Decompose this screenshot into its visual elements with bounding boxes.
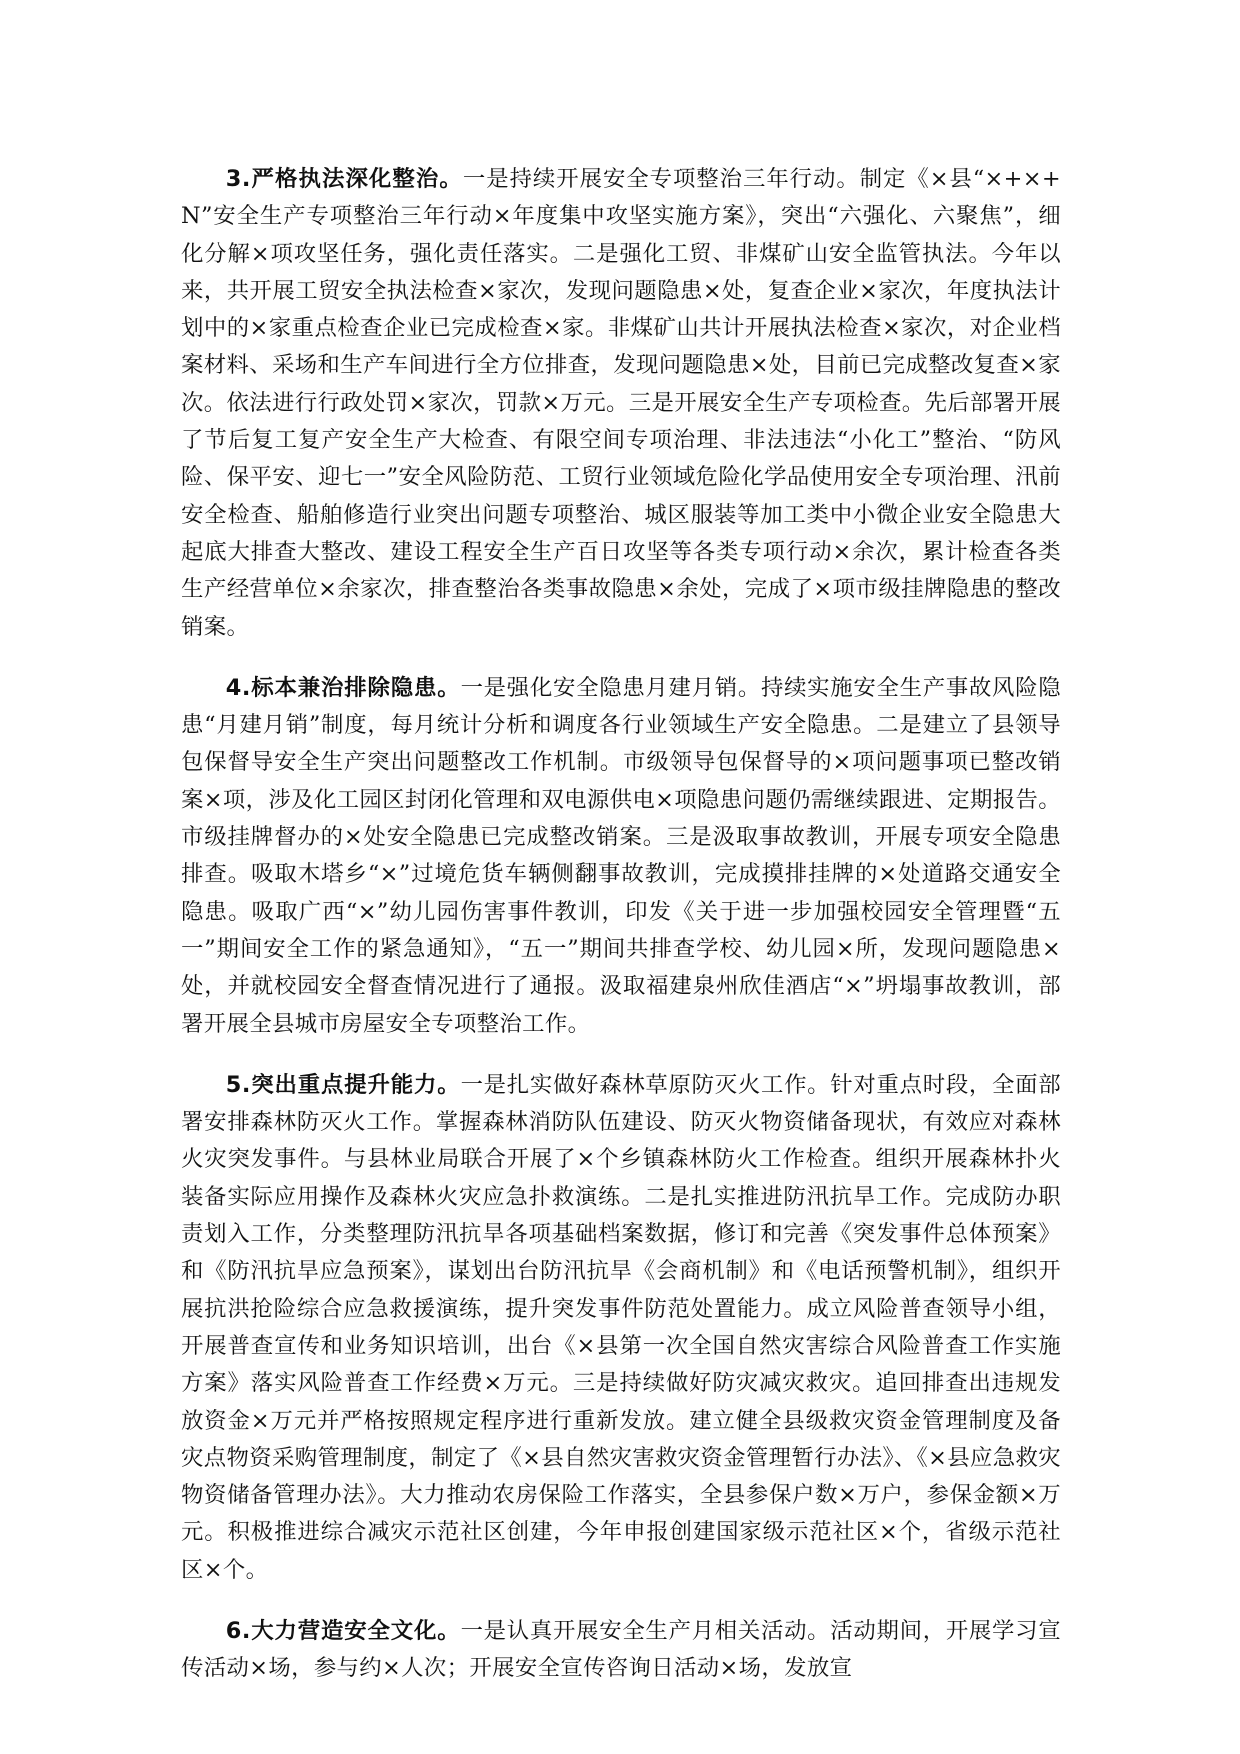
paragraph-3-heading: 3.严格执法深化整治。	[225, 166, 463, 192]
paragraph-3-body: 一是持续开展安全专项整治三年行动。制定《×县“×+×+N”安全生产专项整治三年行动×年度集中攻坚实施方案》，突出“六强化、六聚焦”，细化分解×项攻坚任务，强化责任落实。二是强化工贸、非煤矿山安全监管执法。今年以来，共开展工贸安全执法检查×家次，发现问题隐患×处，复查企业×家次，年度执法计划中的×家重点检查企业已完成检查×家。非煤矿山共计开展执法检查×家次，对企业档案材料、采场和生产车间进行全方位排查，发现问题隐患×处，目前已完成整改复查×家次。依法进行行政处罚×家次，罚款×万元。三是开展安全生产专项检查。先后部署开展了节后复工复产安全生产大检查、有限空间专项治理、非法违法“小化工”整治、“防风险、保平安、迎七一”安全风险防范、工贸行业领域危险化学品使用安全专项治理、汛前安全检查、船舶修造行业突出问题专项整治、城区服装等加工类中小微企业安全隐患大起底大排查大整改、建设工程安全生产百日攻坚等各类专项行动×余次，累计检查各类生产经营单位×余家次，排查整治各类事故隐患×余处，完成了×项市级挂牌隐患的整改销案。	[181, 166, 1062, 640]
paragraph-4	[181, 670, 1061, 1043]
paragraph-4-heading: 4.标本兼治排除隐患。	[225, 674, 461, 701]
paragraph-5-body: 一是扎实做好森林草原防灭火工作。针对重点时段，全面部署安排森林防灭火工作。掌握森林消防队伍建设、防灭火物资储备现状，有效应对森林火灾突发事件。与县林业局联合开展了×个乡镇森林防火工作检查。组织开展森林扑火装备实际应用操作及森林火灾应急扑救演练。二是扎实推进防汛抗旱工作。完成防办职责划入工作，分类整理防汛抗旱各项基础档案数据，修订和完善《突发事件总体预案》和《防汛抗旱应急预案》，谋划出台防汛抗旱《会商机制》和《电话预警机制》，组织开展抗洪抢险综合应急救援演练，提升突发事件防范处置能力。成立风险普查领导小组，开展普查宣传和业务知识培训，出台《×县第一次全国自然灾害综合风险普查工作实施方案》落实风险普查工作经费×万元。三是持续做好防灾减灾救灾。追回排查出违规发放资金×万元并严格按照规定程序进行重新发放。建立健全县级救灾资金管理制度及备灾点物资采购管理制度，制定了《×县自然灾害救灾资金管理暂行办法》、《×县应急救灾物资储备管理办法》。大力推动农房保险工作落实，全县参保户数×万户，参保金额×万元。积极推进综合减灾示范社区创建，今年申报创建国家级示范社区×个，省级示范社区×个。	[181, 1071, 1061, 1583]
paragraph-5	[181, 1067, 1061, 1589]
paragraph-5-heading: 5.突出重点提升能力。	[225, 1071, 461, 1098]
document-page	[181, 161, 1061, 1712]
paragraph-6-heading: 6.大力营造安全文化。	[225, 1617, 461, 1644]
paragraph-3	[181, 161, 1061, 646]
paragraph-4-body: 一是强化安全隐患月建月销。持续实施安全生产事故风险隐患“月建月销”制度，每月统计分析和调度各行业领域生产安全隐患。二是建立了县领导包保督导安全生产突出问题整改工作机制。市级领导包保督导的×项问题事项已整改销案×项，涉及化工园区封闭化管理和双电源供电×项隐患问题仍需继续跟进、定期报告。市级挂牌督办的×处安全隐患已完成整改销案。三是汲取事故教训，开展专项安全隐患排查。吸取木塔乡“×”过境危货车辆侧翻事故教训，完成摸排挂牌的×处道路交通安全隐患。吸取广西“×”幼儿园伤害事件教训，印发《关于进一步加强校园安全管理暨“五一”期间安全工作的紧急通知》，“五一”期间共排查学校、幼儿园×所，发现问题隐患×处，并就校园安全督查情况进行了通报。汲取福建泉州欣佳酒店“×”坍塌事故教训，部署开展全县城市房屋安全专项整治工作。	[181, 674, 1061, 1037]
paragraph-6-body: 一是认真开展安全生产月相关活动。活动期间，开展学习宣传活动×场，参与约×人次；开展安全宣传咨询日活动×场，发放宣	[181, 1617, 1061, 1682]
paragraph-6	[181, 1613, 1061, 1688]
